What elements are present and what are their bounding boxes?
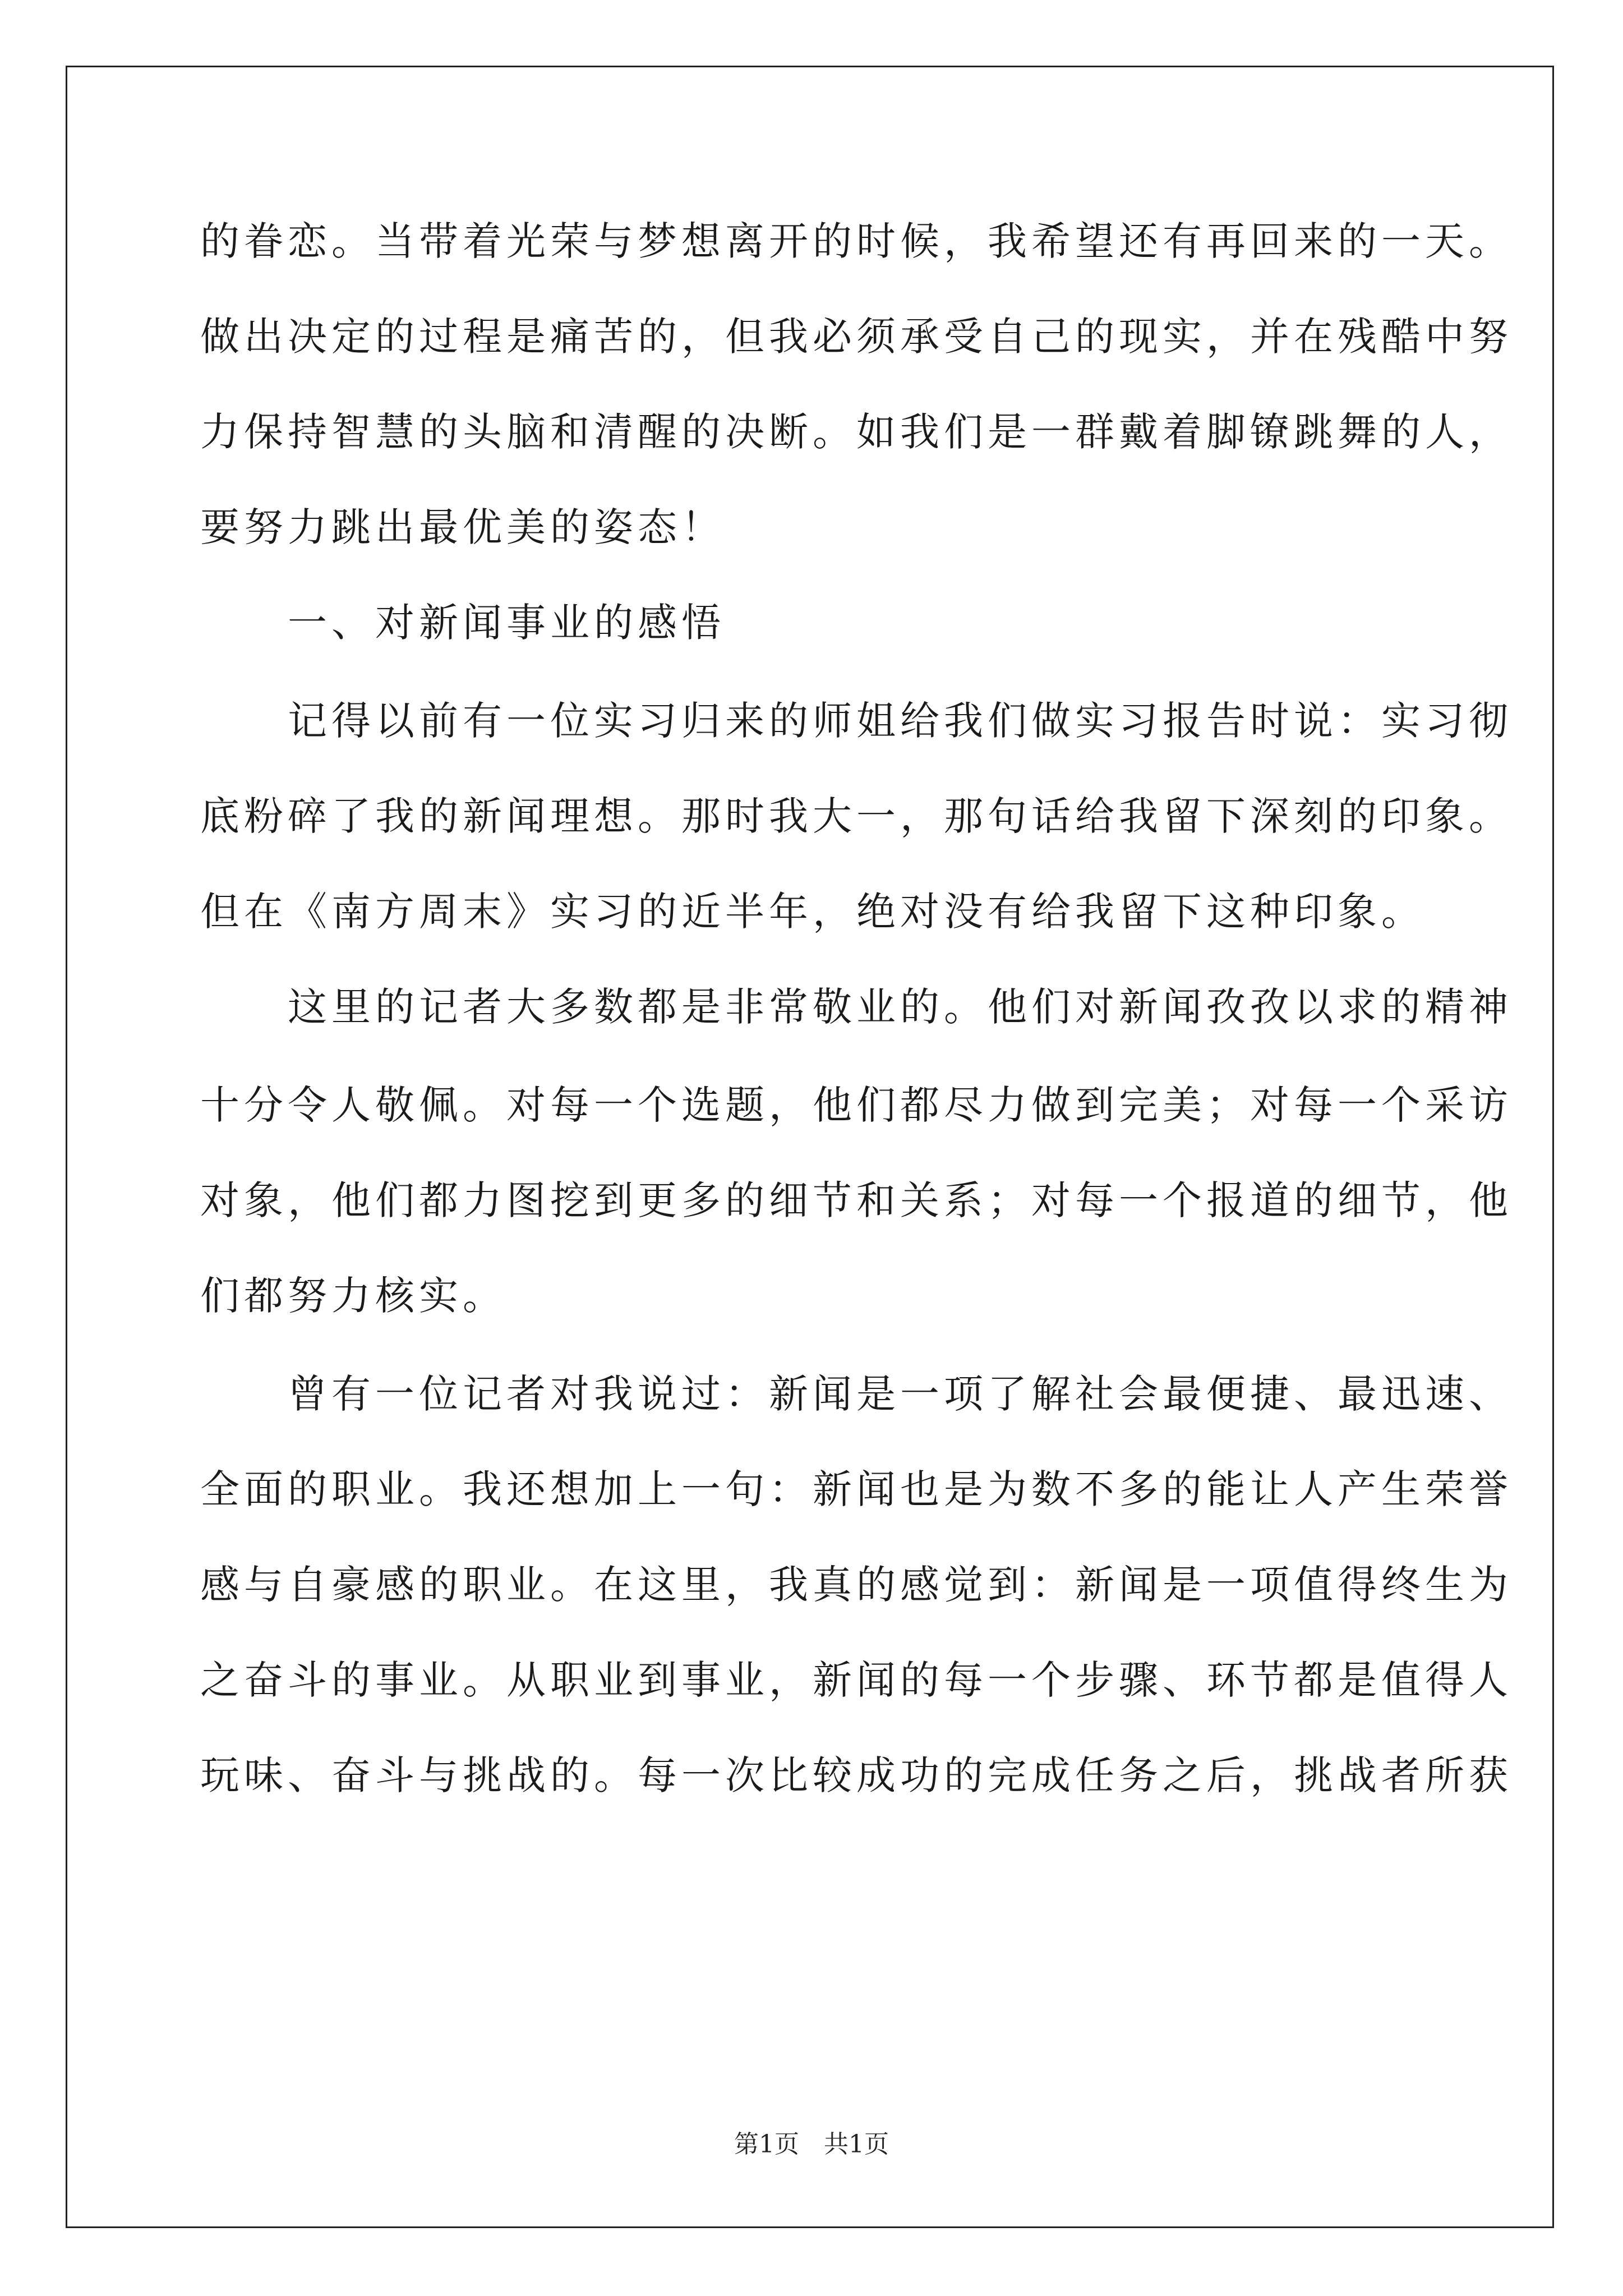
text-line: 的眷恋。当带着光荣与梦想离开的时候，我希望还有再回来的一天。 [200,218,1513,264]
page-footer: 第1页 共1页 [734,2130,889,2159]
text-line: 做出决定的过程是痛苦的，但我必须承受自己的现实，并在残酷中努 [200,314,1513,360]
text-line: 玩味、奋斗与挑战的。每一次比较成功的完成任务之后，挑战者所获 [200,1752,1513,1798]
text-line: 之奋斗的事业。从职业到事业，新闻的每一个步骤、环节都是值得人 [200,1657,1513,1703]
text-line: 要努力跳出最优美的姿态！ [200,504,725,550]
page-border [66,66,1554,2228]
text-line: 曾有一位记者对我说过：新闻是一项了解社会最便捷、最迅速、 [200,1371,1513,1417]
text-line: 十分令人敬佩。对每一个选题，他们都尽力做到完美；对每一个采访 [200,1082,1513,1128]
text-line: 感与自豪感的职业。在这里，我真的感觉到：新闻是一项值得终生为 [200,1562,1513,1608]
text-line: 全面的职业。我还想加上一句：新闻也是为数不多的能让人产生荣誉 [200,1466,1513,1512]
text-line: 对象，他们都力图挖到更多的细节和关系；对每一个报道的细节，他 [200,1177,1513,1223]
text-line: 这里的记者大多数都是非常敬业的。他们对新闻孜孜以求的精神 [200,984,1513,1030]
text-line: 记得以前有一位实习归来的师姐给我们做实习报告时说：实习彻 [200,698,1513,744]
text-line: 但在《南方周末》实习的近半年，绝对没有给我留下这种印象。 [200,889,1425,935]
section-heading: 一、对新闻事业的感悟 [200,600,725,646]
text-line: 力保持智慧的头脑和清醒的决断。如我们是一群戴着脚镣跳舞的人， [200,409,1513,455]
text-line: 底粉碎了我的新闻理想。那时我大一，那句话给我留下深刻的印象。 [200,793,1513,839]
text-line: 们都努力核实。 [200,1273,506,1319]
